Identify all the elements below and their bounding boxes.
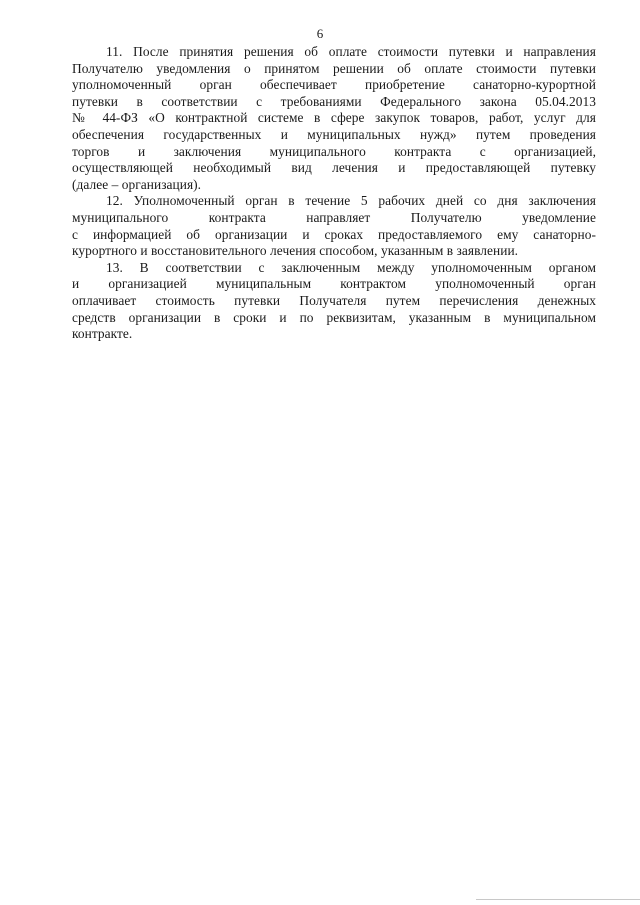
paragraph-line: уполномоченный орган обеспечивает приобретение санаторно-курортной	[72, 77, 596, 93]
paragraph-line: Получателю уведомления о принятом решении об оплате стоимости путевки	[72, 60, 596, 76]
page-number: 6	[316, 26, 324, 41]
paragraph-line: курортного и восстановительного лечения способом, указанным в заявлении.	[72, 243, 519, 259]
paragraph-line: средств организации в сроки и по реквизитам, указанным в муниципальном	[72, 309, 596, 325]
paragraph-12	[72, 193, 596, 259]
paragraph-line: осуществляющей необходимый вид лечения и предоставляющей путевку	[72, 160, 596, 176]
document-body	[72, 44, 596, 343]
paragraph-line: 13. В соответствии с заключенным между уполномоченным органом	[106, 259, 596, 275]
paragraph-11	[72, 44, 596, 193]
paragraph-line: оплачивает стоимость путевки Получателя путем перечисления денежных	[72, 292, 596, 308]
paragraph-line: торгов и заключения муниципального контракта с организацией,	[72, 143, 596, 159]
paragraph-line: контракте.	[72, 326, 133, 342]
paragraph-line: 12. Уполномоченный орган в течение 5 рабочих дней со дня заключения	[106, 193, 596, 209]
paragraph-13	[72, 260, 596, 343]
paragraph-line: путевки в соответствии с требованиями Федерального закона 05.04.2013	[72, 93, 596, 109]
paragraph-line: № 44-ФЗ «О контрактной системе в сфере закупок товаров, работ, услуг для	[72, 110, 596, 126]
paragraph-line: с информацией об организации и сроках предоставляемого ему санаторно-	[72, 226, 596, 242]
scan-edge-rule	[476, 899, 640, 900]
paragraph-line: муниципального контракта направляет Получателю уведомление	[72, 209, 596, 225]
paragraph-line: обеспечения государственных и муниципальных нужд» путем проведения	[72, 126, 596, 142]
paragraph-line: 11. После принятия решения об оплате стоимости путевки и направления	[106, 44, 596, 59]
paragraph-line: и организацией муниципальным контрактом уполномоченный орган	[72, 276, 596, 292]
paragraph-line: (далее – организация).	[72, 176, 202, 192]
